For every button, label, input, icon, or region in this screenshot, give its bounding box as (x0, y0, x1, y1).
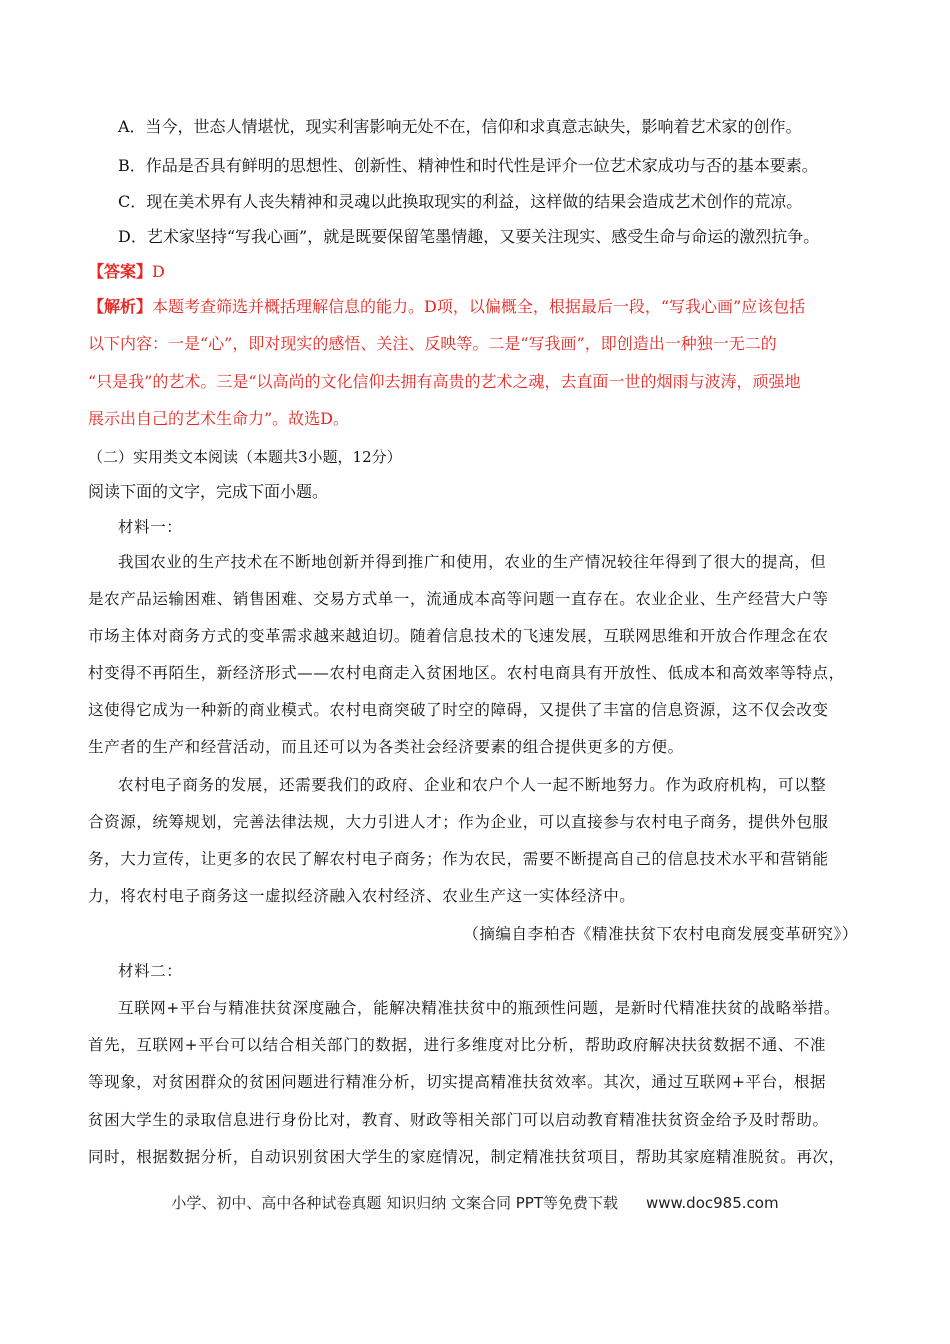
material1-line: 我国农业的生产技术在不断地创新并得到推广和使用，农业的生产情况较往年得到了很大的提高，但 (118, 553, 827, 571)
material1-line: 力，将农村电子商务这一虚拟经济融入农村经济、农业生产这一实体经济中。 (88, 887, 636, 905)
analysis-line-2: 以下内容：一是“心”，即对现实的感悟、关注、反映等。二是“写我画”，即创造出一种独一无二的 (88, 334, 777, 353)
material2-line: 同时，根据数据分析，自动识别贫困大学生的家庭情况，制定精准扶贫项目，帮助其家庭精准脱贫。再次， (88, 1148, 845, 1166)
analysis-line-3: “只是我”的艺术。三是“以高尚的文化信仰去拥有高贵的艺术之魂，去直面一世的烟雨与波涛，顽强地 (88, 372, 801, 391)
page-footer (0, 1192, 950, 1213)
material1-line: 务，大力宣传，让更多的农民了解农村电子商务；作为农民，需要不断提高自己的信息技术水平和营销能 (88, 850, 829, 868)
material1-line: 这使得它成为一种新的商业模式。农村电商突破了时空的障碍，又提供了丰富的信息资源，这不仅会改变 (88, 701, 829, 719)
material2-line: 等现象，对贫困群众的贫困问题进行精准分析，切实提高精准扶贫效率。其次，通过互联网+平台，根据 (88, 1073, 827, 1091)
material2-line: 首先，互联网+平台可以结合相关部门的数据，进行多维度对比分析，帮助政府解决扶贫数据不通、不准 (88, 1036, 827, 1054)
material1-label: 材料一： (118, 518, 183, 536)
material2-label: 材料二： (118, 962, 183, 980)
footer-text: 小学、初中、高中各种试卷真题 知识归纳 文案合同 PPT等免费下载 (171, 1194, 618, 1212)
analysis-text-1: 本题考查筛选并概括理解信息的能力。D项，以偏概全，根据最后一段，“写我心画”应该包括 (152, 297, 806, 316)
material1-line: 是农产品运输困难、销售困难、交易方式单一，流通成本高等问题一直存在。农业企业、生产经营大户等 (88, 590, 829, 608)
analysis-line-4: 展示出自己的艺术生命力”。故选D。 (88, 409, 350, 428)
material1-line: 生产者的生产和经营活动，而且还可以为各类社会经济要素的组合提供更多的方便。 (88, 738, 684, 756)
instruction: 阅读下面的文字，完成下面小题。 (88, 482, 329, 501)
section-title: （二）实用类文本阅读（本题共3小题，12分） (88, 448, 402, 466)
material1-source: （摘编自李柏杏《精准扶贫下农村电商发展变革研究》） (463, 925, 858, 943)
footer-site-link[interactable]: www.doc985.com (645, 1194, 779, 1212)
material1-line: 农村电子商务的发展，还需要我们的政府、企业和农户个人一起不断地努力。作为政府机构，可以整 (118, 776, 827, 794)
answer-value: D (152, 262, 165, 281)
material2-line: 互联网+平台与精准扶贫深度融合，能解决精准扶贫中的瓶颈性问题，是新时代精准扶贫的战略举措。 (118, 999, 840, 1017)
material1-line: 合资源，统筹规划，完善法律法规，大力引进人才；作为企业，可以直接参与农村电子商务，提供外包服 (88, 813, 829, 831)
material1-line: 市场主体对商务方式的变革需求越来越迫切。随着信息技术的飞速发展，互联网思维和开放合作理念在农 (88, 627, 829, 645)
option-a: A．当今，世态人情堪忧，现实利害影响无处不在，信仰和求真意志缺失，影响着艺术家的创作。 (118, 117, 802, 136)
option-c: C．现在美术界有人丧失精神和灵魂以此换取现实的利益，这样做的结果会造成艺术创作的荒凉。 (118, 192, 803, 211)
material2-line: 贫困大学生的录取信息进行身份比对，教育、财政等相关部门可以启动教育精准扶贫资金给予及时帮助。 (88, 1111, 829, 1129)
option-b: B．作品是否具有鲜明的思想性、创新性、精神性和时代性是评介一位艺术家成功与否的基本要素。 (118, 156, 818, 175)
analysis-line-1 (88, 297, 805, 317)
analysis-tag: 【解析】 (88, 297, 153, 316)
answer-tag: 【答案】 (88, 262, 153, 281)
answer-line (88, 262, 165, 282)
material1-line: 村变得不再陌生，新经济形式——农村电商走入贫困地区。农村电商具有开放性、低成本和高效率等特点， (88, 664, 845, 682)
option-d: D．艺术家坚持“写我心画”，就是既要保留笔墨情趣，又要关注现实、感受生命与命运的激烈抗争。 (118, 227, 820, 246)
